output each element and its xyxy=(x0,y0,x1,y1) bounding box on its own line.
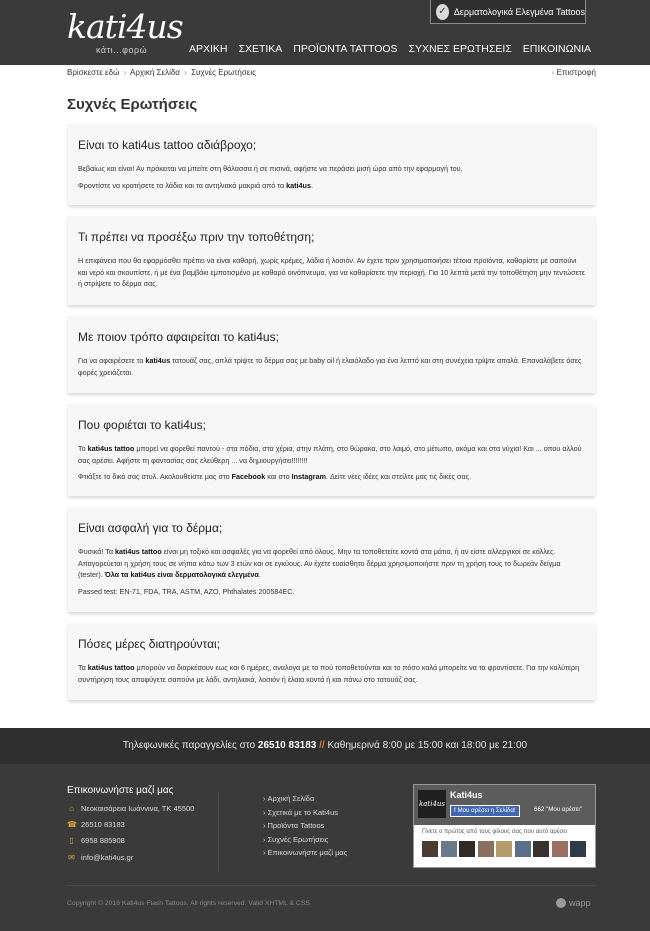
dermatology-badge[interactable] xyxy=(430,0,586,24)
avatar[interactable] xyxy=(533,841,549,857)
wapp-icon xyxy=(556,898,566,908)
nav-products[interactable]: ΠΡΟΪΟΝΤΑ TATTOOS xyxy=(293,43,398,55)
breadcrumb-separator: › xyxy=(123,68,127,77)
avatar[interactable] xyxy=(478,841,494,857)
faq-answer: Passed test: EN-71, FDA, TRA, ASTM, AZO, Phthalates 200584EC. xyxy=(78,586,295,596)
faq-answer: Τα kati4us tattoo μπορούν να διαρκέσουν εως και 6 ημέρες, αναλογα με το πού τοποθετούνται και το πόσο καλά μπορείτε να τα φροντίσετε. Για την καλύτερη συντήρηση τους αποφύγετε σαπούνι με λάδι, αντηλιακά, λοσιόν ή έλαια κοντά ή και πάνω στο τατουάζ σας. xyxy=(78,663,580,684)
faq-question: Είναι το kati4us tattoo αδιάβροχο; xyxy=(78,138,257,152)
contact-email[interactable]: ✉ info@kati4us.gr xyxy=(68,852,134,862)
page-title: Συχνές Ερωτήσεις xyxy=(67,96,198,113)
phone-order-number[interactable]: 26510 83183 xyxy=(257,740,317,751)
faq-card xyxy=(68,623,595,700)
phone-order-bar xyxy=(0,728,650,764)
avatar[interactable] xyxy=(552,841,568,857)
checkmark-icon: ✓ xyxy=(436,4,449,20)
facebook-widget xyxy=(413,784,596,868)
developer-logo[interactable]: wapp xyxy=(556,898,591,908)
footer-links xyxy=(263,794,347,862)
contact-mobile[interactable]: ▯ 6958 885908 xyxy=(67,836,125,845)
mobile-icon: ▯ xyxy=(69,835,74,845)
faq-question: Τι πρέπει να προσέξω πριν την τοποθέτηση; xyxy=(78,230,315,244)
facebook-friends-text: Γίνετε ο πρώτος από τους φίλους σας που αυτό αρέσει xyxy=(422,829,568,835)
avatar[interactable] xyxy=(570,841,586,857)
faq-question: Πόσες μέρες διατηρούνται; xyxy=(78,637,221,651)
facebook-faces xyxy=(422,841,589,857)
main-nav xyxy=(178,43,591,55)
copyright-text: Copyright © 2016 Kati4us Flash Tattoos. All rights reserved. Valid XHTML & CSS. xyxy=(67,900,312,907)
home-icon: ⌂ xyxy=(69,803,74,813)
breadcrumb-separator: › xyxy=(184,68,187,77)
logo-wordmark: kati4us xyxy=(67,7,183,46)
site-logo[interactable] xyxy=(67,7,183,56)
facebook-page-logo[interactable]: kati4us xyxy=(418,790,446,818)
breadcrumb-current: Συχνές Ερωτήσεις xyxy=(191,68,256,77)
chevron-left-icon: ‹ xyxy=(551,68,555,77)
footer-link-faq[interactable]: › Συχνές Ερωτήσεις xyxy=(263,834,329,844)
site-header xyxy=(0,0,650,65)
facebook-like-button[interactable]: f Μου αρέσει η Σελίδα! xyxy=(450,805,520,817)
faq-answer: Φτιάξτε το δικό σας στυλ. Ακολουθείστε μας στο Facebook και στο Instagram. Δείτε νέες ιδέες και στείλτε μας τις δικές σας. xyxy=(78,472,472,481)
logo-tagline: κάτι...φορώ xyxy=(96,45,148,55)
faq-card xyxy=(68,404,595,496)
business-hours: Καθημερινά 8:00 με 15:00 και 18:00 με 21:00 xyxy=(327,740,528,751)
footer-bottom-divider xyxy=(67,885,596,886)
faq-answer: Η επιφάνεια που θα εφαρμόσθει πρέπει να είναι καθαρή, χωρίς κρέμες, λάδια ή λοσιόν. Αν έχετε πριν χρησιμοποιήσει τέτοια προϊόντα, καθαρίστε με σαπούνι και νερό και σκουπίστε, ή με ένα βαμβάκι εμποτισμένο με καθαρό οινόπνευμα, για να καθαρίσετε την περιοχή. Για 10 λεπτά μετά την τοποθέτηση μην τεντώσετε ή στρίψετε το δέρμα σας. xyxy=(78,256,585,288)
faq-answer: Βεβαίως και είναι! Αν πρόκειται να μπείτε στη θάλασσα ή σε πισινά, αφήστε να περάσει μισή ώρα από την εφαρμογή του. xyxy=(78,164,463,173)
badge-label: Δερματολογικά Ελεγμένα Tattoos xyxy=(453,6,585,17)
phone-icon: ☎ xyxy=(67,819,77,829)
instagram-link[interactable]: Instagram xyxy=(291,472,326,481)
breadcrumb-home-link[interactable]: Αρχική Σελίδα xyxy=(130,68,180,77)
nav-contact[interactable]: ΕΠΙΚΟΙΝΩΝΙΑ xyxy=(522,43,591,55)
faq-answer: Φροντίστε να κρατήσετε τα λάδια και τα αντηλιακά μακριά από τα kati4us. xyxy=(78,180,313,190)
faq-answer: Φυσικά! Τα kati4us tattoo είναι μη τοξικό και ασφαλές για να φορεθεί από όλους. Μην τα τοποθετείτε κοντά στα μάτια, ή αν είστε αλλεργικοί σε κόλλες. Απαγορεύεται η χρήση τους σε νήπια κάτω των 3 ετών και σε εγκύους. Αν έχετε ευαίσθητο δέρμα χρησιμοποιήστε πριν τη χρήση τους το δωρεάν δείγμα (tester). Όλα τα kati4us είναι δερματολογικά ελεγμένα. xyxy=(78,547,561,579)
back-label: Επιστροφή xyxy=(556,68,596,77)
faq-card xyxy=(68,316,595,393)
faq-answer: Το kati4us tattoo μπορεί να φορεθεί παντού - στα πόδια, στα χέρια, στην πλάτη, στο θώρακα, στο λαιμό, στο μέτωπο, ακόμα και στα νύχια! Και ... οπου αλλού σας αρέσει. Αφήστε τη φαντασίας σας ελεύθερη ... να δημιουργήσει!!!!!!!! xyxy=(78,444,582,465)
nav-faq[interactable]: ΣΥΧΝΕΣ ΕΡΩΤΗΣΕΙΣ xyxy=(408,43,512,55)
faq-question: Είναι ασφαλή για το δέρμα; xyxy=(78,521,223,535)
facebook-page-name[interactable]: Kati4us xyxy=(450,790,483,800)
footer-link-about[interactable]: › Σχετικά με το Kati4us xyxy=(263,807,338,817)
faq-question: Με ποιον τρόπο αφαιρείται το kati4us; xyxy=(78,330,279,344)
site-footer xyxy=(0,764,650,931)
envelope-icon: ✉ xyxy=(68,852,75,862)
avatar[interactable] xyxy=(496,841,512,857)
avatar[interactable] xyxy=(515,841,531,857)
back-link[interactable] xyxy=(552,68,596,77)
facebook-like-count: 662 "Μου αρέσει" xyxy=(534,806,582,813)
separator: // xyxy=(319,740,325,751)
faq-card xyxy=(68,216,595,305)
nav-about[interactable]: ΣΧΕΤΙΚΑ xyxy=(238,43,283,55)
footer-divider xyxy=(218,792,219,872)
contact-title: Επικοινωνήστε μαζί μας xyxy=(67,785,174,796)
avatar[interactable] xyxy=(459,841,475,857)
footer-link-products[interactable]: › Προϊόντα Tattoos xyxy=(263,821,325,830)
faq-answer: Για να αφαιρέσετε το kati4us τατουάζ σας, απλά τρίψτε το δέρμα σας με baby oil ή ελαιόλαδο για ένα λεπτό και στη συνέχεια τρίψτε απαλά. Επαναλάβετε όσες φορές χρειάζεται. xyxy=(78,356,582,377)
facebook-widget-header xyxy=(414,785,595,825)
faq-card xyxy=(68,124,595,205)
contact-address: ⌂ Νεοκαισάρεια Ιωάννινα, ΤΚ 45500 xyxy=(67,804,194,813)
breadcrumb xyxy=(67,68,256,77)
contact-phone[interactable]: ☎ 26510 83183 xyxy=(67,819,125,829)
avatar[interactable] xyxy=(422,841,438,857)
breadcrumb-prefix: Βρίσκεστε εδώ xyxy=(67,68,120,77)
facebook-link[interactable]: Facebook xyxy=(231,472,266,481)
avatar[interactable] xyxy=(441,841,457,857)
faq-question: Που φοριέται το kati4us; xyxy=(78,418,206,432)
thumbs-up-icon: f xyxy=(454,807,458,814)
footer-link-home[interactable]: › Αρχική Σελίδα xyxy=(263,794,315,803)
footer-link-contact[interactable]: › Επικοινωνήστε μαζί μας xyxy=(263,848,348,857)
nav-home[interactable]: ΑΡΧΙΚΗ xyxy=(188,43,228,55)
faq-card xyxy=(68,507,595,612)
phone-order-label: Τηλεφωνικές παραγγελίες στο xyxy=(122,740,256,751)
